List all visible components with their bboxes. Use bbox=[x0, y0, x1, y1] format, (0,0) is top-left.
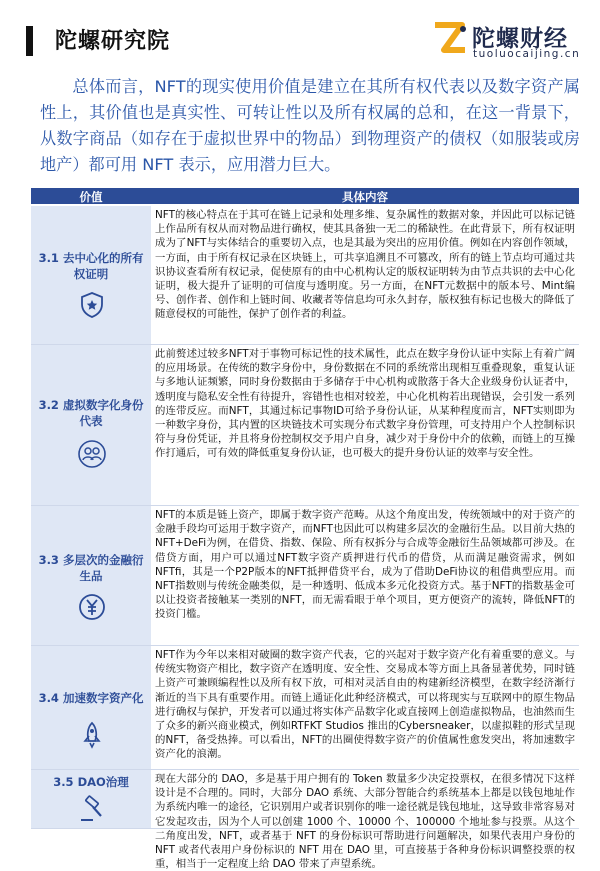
people-icon bbox=[77, 439, 107, 469]
row-content: 此前赘述过较多NFT对于事物可标记性的技术属性，此点在数字身份认证中实际上有着广阔的应用场景。在传统的数字身份中，身份数据在不同的系统常出现相互重叠现象，重复认证与多地认证频繁，同时身份数据由于多储存于中心机构或散落于各大企业级身份认证者中，透明度与隐私安全性有待提升，容错性也相对较差，中心化机构若出现错误，会引发一系列的连带反应。而NFT，其通过标记事物ID可给予身份认证，从某种程度而言，NFT实则即为一种数字身份，其内置的区块链技术可实现分布式数字身份管理，可支持用户个人控制标识符与身份凭证，并且将身份控制权交予用户自身，减少对于身份中介的依赖，而链上的互操作打通后，可有效的降低重复身份认证，也可极大的提升身份认证的效率与安全性。 bbox=[155, 348, 575, 460]
row-label: 3.5 DAO治理 bbox=[53, 775, 129, 789]
shield-star-icon bbox=[77, 290, 107, 320]
brand-logo bbox=[432, 20, 592, 64]
rocket-icon bbox=[77, 720, 107, 750]
row-label: 3.4 加速数字资产化 bbox=[38, 691, 144, 705]
row-content: 现在大部分的 DAO，多是基于用户拥有的 Token 数量多少决定投票权，在很多情况下这样设计是不合理的。同时，大部分 DAO 系统、大部分智能合约系统基本上都是以钱包地址作为系统内唯一的途径，它识别用户或者识别你的唯一途径就是钱包地址，这导致非常容易对它发起攻击，因为个人可以创建 1000 个、10000 个、100000 个地址参与投票。从这个二角度出发，NFT，或者基于 NFT 的身份标识可帮助进行问题解决，如果代表用户身份的 NFT 或者代表用户身份标识的 NFT 用在 DAO 里，可直接基于各种身份标识调整投票的权重，相当于一定程度上给 DAO 带来了声望系统。 bbox=[155, 773, 575, 871]
yuan-coin-icon bbox=[77, 592, 107, 622]
table-row bbox=[31, 345, 579, 506]
row-content: NFT的核心特点在于其可在链上记录和处理多维、复杂属性的数据对象，并因此可以标记链上作品所有权从而对物品进行确权，使其具备独一无二的稀缺性。在此背景下，所有权证明成为了NFT与实体结合的重要切入点，也是其最为突出的应用价值。例如在内容创作领域，一方面，由于所有权记录在区块链上，可共享追溯且不可篡改，所有的链上节点均可通过共识协议查看所有权记录，促使原有的由中心机构认定的版权证明转为由节点共识的去中心化证明，极大提升了证明的可信度与透明度。另一方面，在NFT元数据中的版本号、Mint编号、创作者、创作和上链时间、收藏者等信息均可永久封存，版权独有标记也极大的降低了随意侵权的可能性，保护了创作者的利益。 bbox=[155, 209, 575, 321]
row-content: NFT作为今年以来相对破圈的数字资产代表，它的兴起对于数字资产化有着重要的意义。与传统实物资产相比，数字资产在透明度、安全性、交易成本等方面上具备显著优势，同时链上资产可兼顾编程性以及所有权下放，可相对灵活自由的构建新经济模型，在数字经济渐行渐近的当下具有重要作用。而链上通证化此种经济模式，可以将现实与互联网中的原生物品进行确权与保护，开发者可以通过将实体产品数字化或直接网上创造虚拟物品，也油然而生了众多的新兴商业模式，例如RTFKT Studios 推出的Cybersneaker，以虚拟鞋的形式呈现的NFT，备受热捧。可以看出，NFT的出圈使得数字资产的价值属性愈发突出，将加速数字资产化的浪潮。 bbox=[155, 649, 575, 761]
row-label: 3.3 多层次的金融衍生品 bbox=[38, 553, 144, 583]
row-label-cell bbox=[31, 646, 151, 769]
table-row bbox=[31, 206, 579, 345]
row-label: 3.2 虚拟数字化身份代表 bbox=[38, 398, 144, 428]
logo-name: 陀螺财经 bbox=[472, 26, 568, 52]
row-label-cell bbox=[31, 345, 151, 505]
gavel-icon bbox=[77, 794, 107, 824]
page-title: 陀螺研究院 bbox=[55, 29, 171, 54]
table-header bbox=[31, 188, 579, 204]
table-row bbox=[31, 646, 579, 770]
table-row bbox=[31, 770, 579, 871]
table-row bbox=[31, 506, 579, 646]
column-header-value: 价值 bbox=[79, 190, 103, 204]
tuoluo-logo-icon bbox=[432, 20, 470, 58]
column-header-content: 具体内容 bbox=[342, 190, 388, 204]
row-content: NFT的本质是链上资产，即属于数字资产范畴。从这个角度出发，传统领域中的对于资产的金融手段均可运用于数字资产，而NFT也因此可以构建多层次的金融衍生品。以目前大热的NFT+DeFi为例，在借贷、指数、保险、所有权拆分与合成等金融衍生品领域都可涉及。在借贷方面，用户可以通过NFT数字资产质押进行代币的借贷，从而满足融资需求，例如NFTfi，其是一个P2P版本的NFT抵押借贷平台，成为了借助DeFi协议的租借典型应用。而NFT指数则与传统金融类似，是一种透明、低成本多元化投资方式。基于NFT的指数基金可以让投资者接触某一类别的NFT，而无需看眼于单个项目，更方便资产的流转，降低NFT的投资门槛。 bbox=[155, 509, 575, 621]
header-accent-bar bbox=[26, 26, 33, 56]
page-header bbox=[0, 0, 600, 70]
logo-domain: tuoluocaijing.cn bbox=[473, 48, 581, 60]
row-label-cell bbox=[31, 206, 151, 344]
intro-paragraph: 总体而言，NFT的现实使用价值是建立在其所有权代表以及数字资产属性上，其价值也是真实性、可转让性以及所有权属的总和，在这一背景下，从数字商品（如存在于虚拟世界中的物品）到物理资产的债权（如服装或房地产）都可用 NFT 表示，应用潜力巨大。 bbox=[40, 77, 580, 174]
row-label: 3.1 去中心化的所有权证明 bbox=[38, 251, 144, 281]
row-label-cell bbox=[31, 506, 151, 645]
row-label-cell bbox=[31, 770, 151, 828]
nft-value-table bbox=[31, 188, 579, 871]
